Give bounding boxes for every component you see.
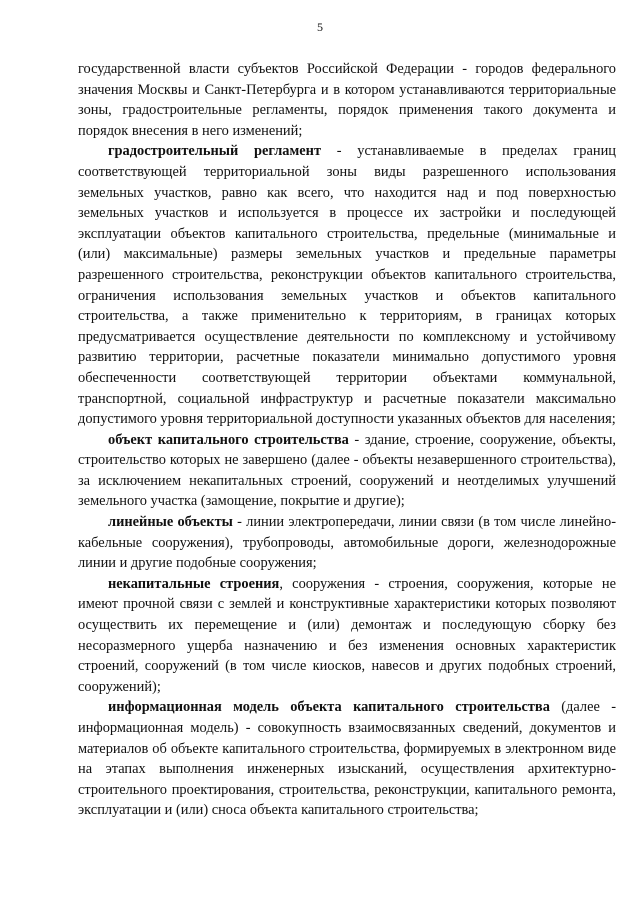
paragraph-text: государственной власти субъектов Российской Федерации - городов федерального значения Москвы и Санкт-Петербурга и в котором устанавливаются территориальные зоны, градостроительные регламенты, порядок применения такого документа и порядок внесения в него изменений; (78, 61, 616, 139)
definition-term: линейные объекты (108, 514, 233, 531)
definition-text: - здание, строение, сооружение, объекты, строительство которых не завершено (далее - объекты незавершенного строительства), за исключением некапитальных строений, сооружений и неотделимых улучшений земельного участка (замощение, покрытие и другие); (78, 431, 616, 510)
definition-text: (далее - информационная модель) - совокупность взаимосвязанных сведений, документов и материалов об объекте капитального строительства, формируемых в электронном виде на этапах выполнения инженерных изысканий, осуществления архитектурно-строительного проектирования, строительства, реконструкции, капитального ремонта, эксплуатации и (или) сноса объекта капитального строительства; (78, 699, 616, 819)
definition-text: - линии электропередачи, линии связи (в том числе линейно-кабельные сооружения), трубопроводы, автомобильные дороги, железнодорожные линии и другие подобные сооружения; (78, 514, 616, 572)
paragraph-continuation (78, 59, 616, 141)
definition-lineinye-obekty (78, 512, 616, 574)
definition-term: некапитальные строения (108, 575, 280, 592)
definition-text: - устанавливаемые в пределах границ соответствующей территориальной зоны виды разрешенного использования земельных участков, равно как всего, что находится над и под поверхностью земельных участков и используется в процессе их застройки и последующей эксплуатации объектов капитального строительства, предельные (минимальные и (или) максимальные) размеры земельных участков и предельные параметры разрешенного строительства, реконструкции объектов капитального строительства, ограничения использования земельных участков и объектов капитального строительства, а также применительно к территориям, в границах которых предусматривается осуществление деятельности по комплексному и устойчивому развитию территории, расчетные показатели минимально допустимого уровня обеспеченности соответствующей территории объектами коммунальной, транспортной, социальной инфраструктур и расчетные показатели максимально допустимого уровня территориальной доступности указанных объектов для населения; (78, 143, 616, 428)
definition-text: , сооружения - строения, сооружения, которые не имеют прочной связи с землей и конструктивные характеристики которых позволяют осуществить их перемещение и (или) демонтаж и последующую сборку без несоразмерного ущерба назначению и без изменения основных характеристик строений, сооружений (в том числе киосков, навесов и других подобных строений, сооружений); (78, 575, 616, 695)
definition-informacionnaya-model (78, 697, 616, 821)
page-number: 5 (317, 20, 323, 34)
definition-nekapitalnye-stroeniya (78, 574, 616, 698)
definition-term: информационная модель объекта капитального строительства (108, 699, 550, 716)
definition-term: объект капитального строительства (108, 431, 349, 448)
document-body (78, 59, 616, 821)
definition-term: градостроительный регламент (108, 143, 322, 160)
definition-gradostroitelnyi-reglament (78, 141, 616, 429)
definition-obekt-kapitalnogo-stroitelstva (78, 430, 616, 512)
